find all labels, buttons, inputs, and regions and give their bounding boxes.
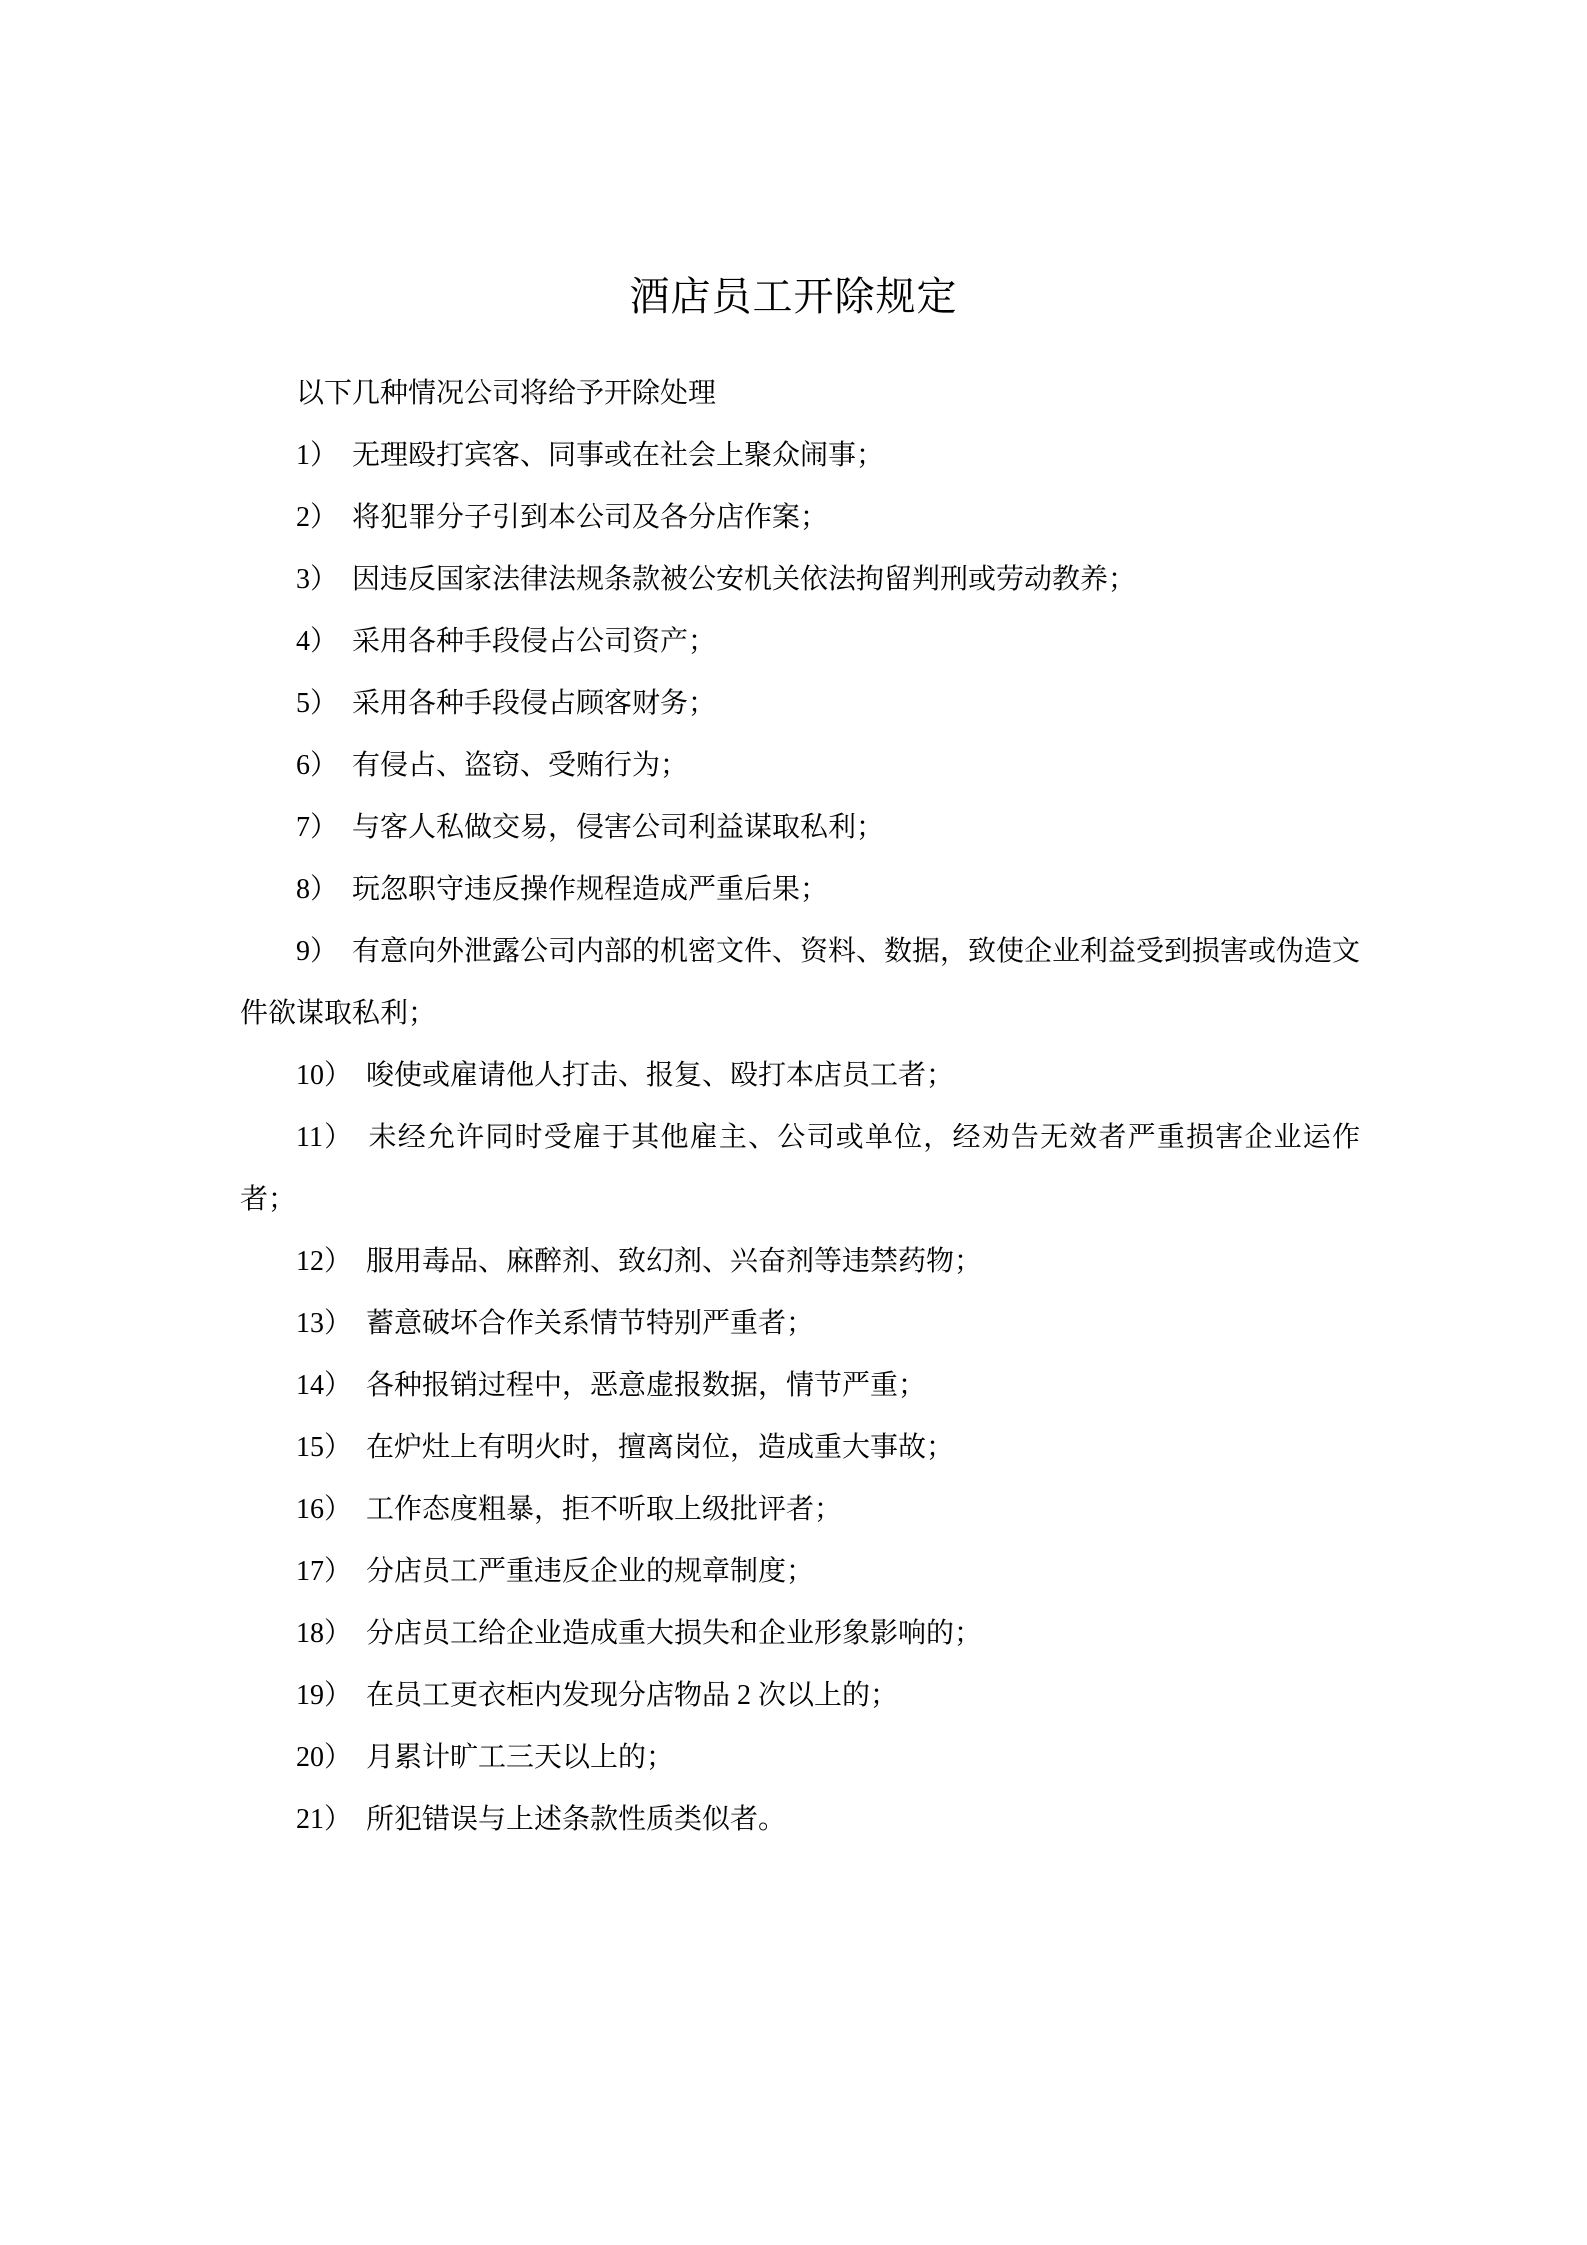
intro-paragraph: 以下几种情况公司将给予开除处理 [296,378,717,409]
list-item-4: 4） 采用各种手段侵占公司资产； [296,626,717,657]
list-item-18: 18） 分店员工给企业造成重大损失和企业形象影响的； [296,1618,983,1649]
list-item-2: 2） 将犯罪分子引到本公司及各分店作案； [296,502,829,533]
list-item-5: 5） 采用各种手段侵占顾客财务； [296,688,717,719]
list-item-17: 17） 分店员工严重违反企业的规章制度； [296,1556,815,1587]
list-item-1: 1） 无理殴打宾客、同事或在社会上聚众闹事； [296,440,885,471]
list-item-14: 14） 各种报销过程中，恶意虚报数据，情节严重； [296,1370,927,1401]
list-item-8: 8） 玩忽职守违反操作规程造成严重后果； [296,874,829,905]
list-item-16: 16） 工作态度粗暴，拒不听取上级批评者； [296,1494,843,1525]
list-item-15: 15） 在炉灶上有明火时，擅离岗位，造成重大事故； [296,1432,955,1463]
list-item-9: 9） 有意向外泄露公司内部的机密文件、资料、数据，致使企业利益受到损害或伪造文件欲谋取私利； [240,936,1361,1029]
list-item-12: 12） 服用毒品、麻醉剂、致幻剂、兴奋剂等违禁药物； [296,1246,983,1277]
document-body [240,363,1360,1851]
list-item-7: 7） 与客人私做交易，侵害公司利益谋取私利； [296,812,885,843]
list-item-3: 3） 因违反国家法律法规条款被公安机关依法拘留判刑或劳动教养； [296,564,1137,595]
list-item-20: 20） 月累计旷工三天以上的； [296,1742,675,1773]
list-item-19: 19） 在员工更衣柜内发现分店物品 2 次以上的； [296,1680,899,1711]
list-item-13: 13） 蓄意破坏合作关系情节特别严重者； [296,1308,815,1339]
list-item-10: 10） 唆使或雇请他人打击、报复、殴打本店员工者； [296,1060,955,1091]
document-title: 酒店员工开除规定 [629,274,958,319]
list-item-6: 6） 有侵占、盗窃、受贿行为； [296,750,689,781]
list-item-21: 21） 所犯错误与上述条款性质类似者。 [296,1804,787,1835]
list-item-11: 11） 未经允许同时受雇于其他雇主、公司或单位，经劝告无效者严重损害企业运作者； [240,1122,1360,1215]
